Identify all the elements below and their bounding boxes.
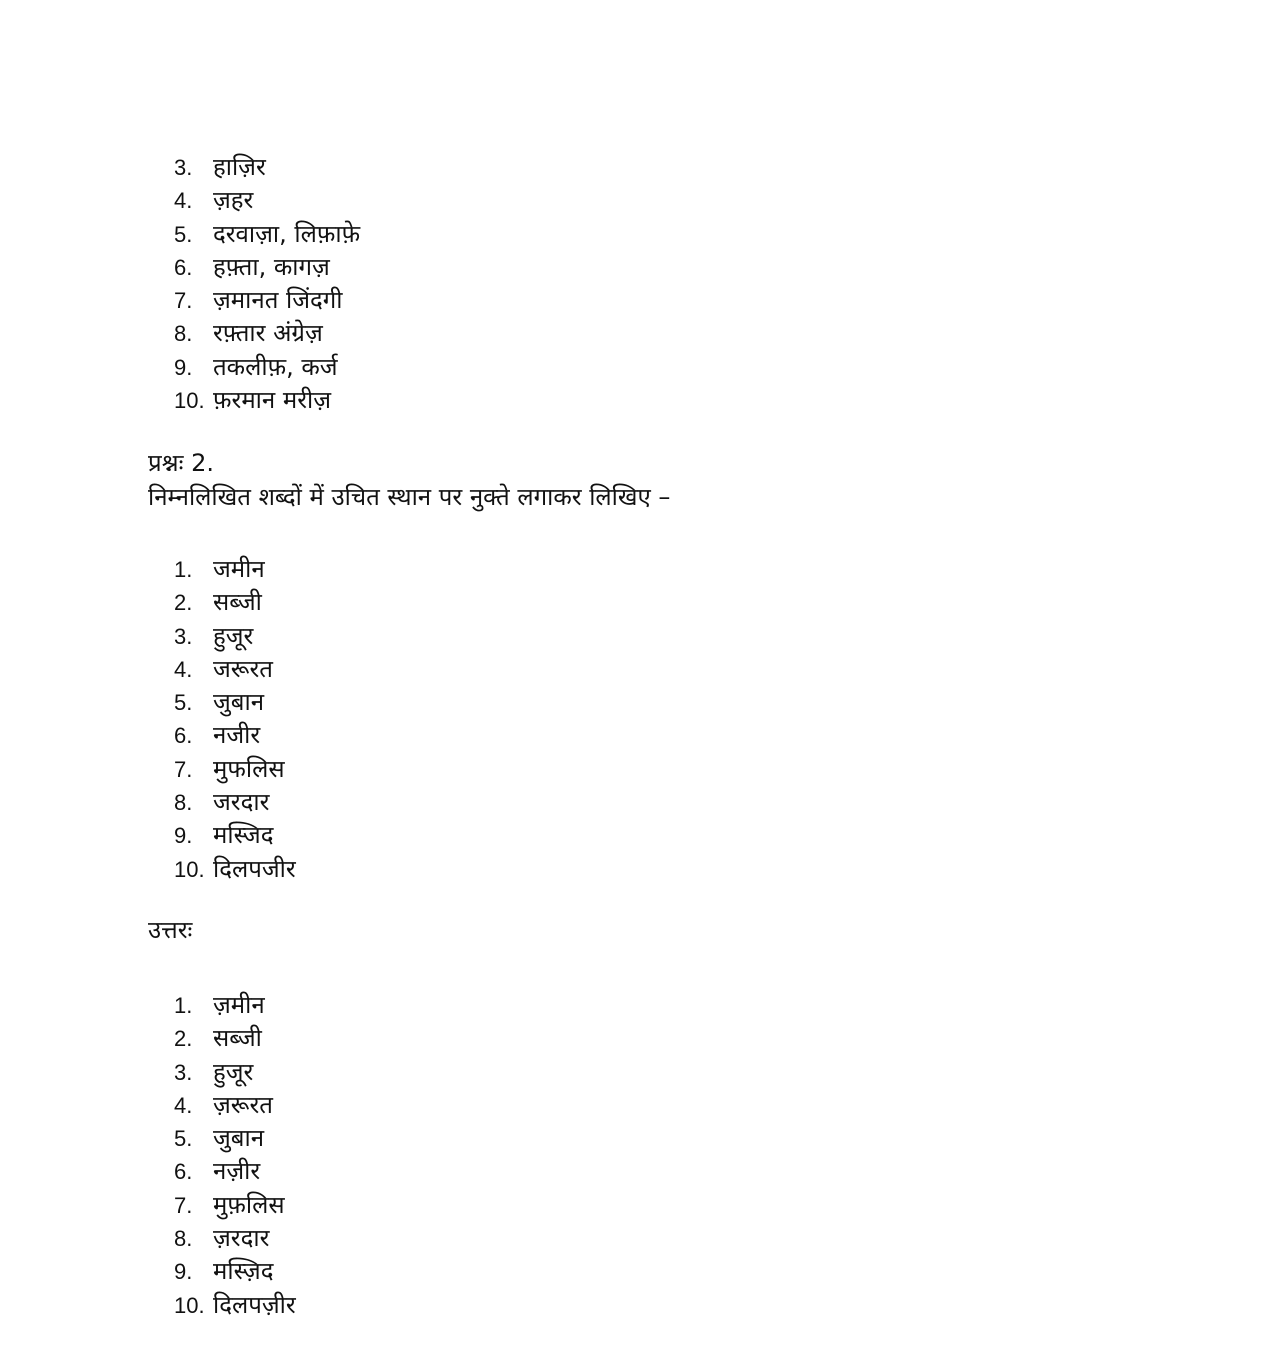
item-text: जरूरत — [213, 654, 273, 683]
item-number: 4. — [174, 656, 193, 682]
item-number: 9. — [174, 354, 193, 380]
item-text: नजीर — [213, 721, 261, 750]
item-number: 8. — [174, 1226, 193, 1252]
item-number: 9. — [174, 823, 193, 849]
item-number: 2. — [174, 590, 193, 616]
item-text: मुफ़लिस — [213, 1190, 285, 1219]
item-text: मस्ज़िद — [213, 1257, 274, 1286]
item-text: रफ़्तार अंग्रेज़ — [213, 319, 323, 348]
item-text: मस्जिद — [213, 821, 274, 850]
item-text: हुजूर — [213, 621, 254, 650]
item-text: जुबान — [213, 1124, 265, 1153]
item-number: 7. — [174, 1192, 193, 1218]
item-text: नज़ीर — [213, 1157, 261, 1186]
item-text: सब्जी — [213, 1024, 262, 1053]
item-text: हफ़्ता, कागज़ — [213, 252, 330, 281]
item-text: तकलीफ़, कर्ज — [213, 352, 338, 381]
item-number: 3. — [174, 155, 193, 180]
item-number: 1. — [174, 557, 193, 582]
item-number: 6. — [174, 1159, 193, 1185]
item-text: हाज़िर — [213, 153, 266, 181]
item-text: जरदार — [213, 788, 270, 817]
item-number: 4. — [174, 188, 193, 214]
item-text: ज़हर — [213, 186, 254, 215]
item-number: 10. — [174, 1292, 205, 1318]
item-number: 7. — [174, 288, 193, 314]
item-text: दिलपज़ीर — [213, 1290, 296, 1319]
item-number: 1. — [174, 993, 193, 1018]
item-number: 10. — [174, 388, 205, 414]
question-label: प्रश्नः 2. — [148, 449, 214, 477]
item-text: ज़मीन — [213, 991, 265, 1019]
item-number: 3. — [174, 1059, 193, 1085]
item-number: 6. — [174, 254, 193, 280]
item-number: 4. — [174, 1092, 193, 1118]
item-text: सब्जी — [213, 588, 262, 617]
item-text: जुबान — [213, 688, 265, 717]
item-text: ज़मानत जिंदगी — [213, 286, 343, 315]
item-number: 7. — [174, 756, 193, 782]
item-text: ज़रदार — [213, 1224, 270, 1253]
item-number: 9. — [174, 1259, 193, 1285]
item-number: 2. — [174, 1026, 193, 1052]
item-text: जमीन — [213, 555, 265, 583]
item-number: 5. — [174, 221, 193, 247]
item-text: ज़रूरत — [213, 1090, 273, 1119]
answer-label: उत्तरः — [148, 916, 193, 944]
item-number: 10. — [174, 856, 205, 882]
item-number: 6. — [174, 723, 193, 749]
item-number: 8. — [174, 790, 193, 816]
question-text: निम्नलिखित शब्दों में उचित स्थान पर नुक्ते लगाकर लिखिए – — [148, 483, 671, 511]
item-text: फ़रमान मरीज़ — [213, 386, 332, 415]
item-number: 5. — [174, 690, 193, 716]
item-text: मुफलिस — [213, 754, 285, 783]
item-text: दिलपजीर — [213, 854, 296, 883]
item-number: 3. — [174, 623, 193, 649]
item-text: दरवाज़ा, लिफ़ाफ़े — [213, 219, 361, 248]
item-number: 5. — [174, 1126, 193, 1152]
item-number: 8. — [174, 321, 193, 347]
item-text: हुजूर — [213, 1057, 254, 1086]
